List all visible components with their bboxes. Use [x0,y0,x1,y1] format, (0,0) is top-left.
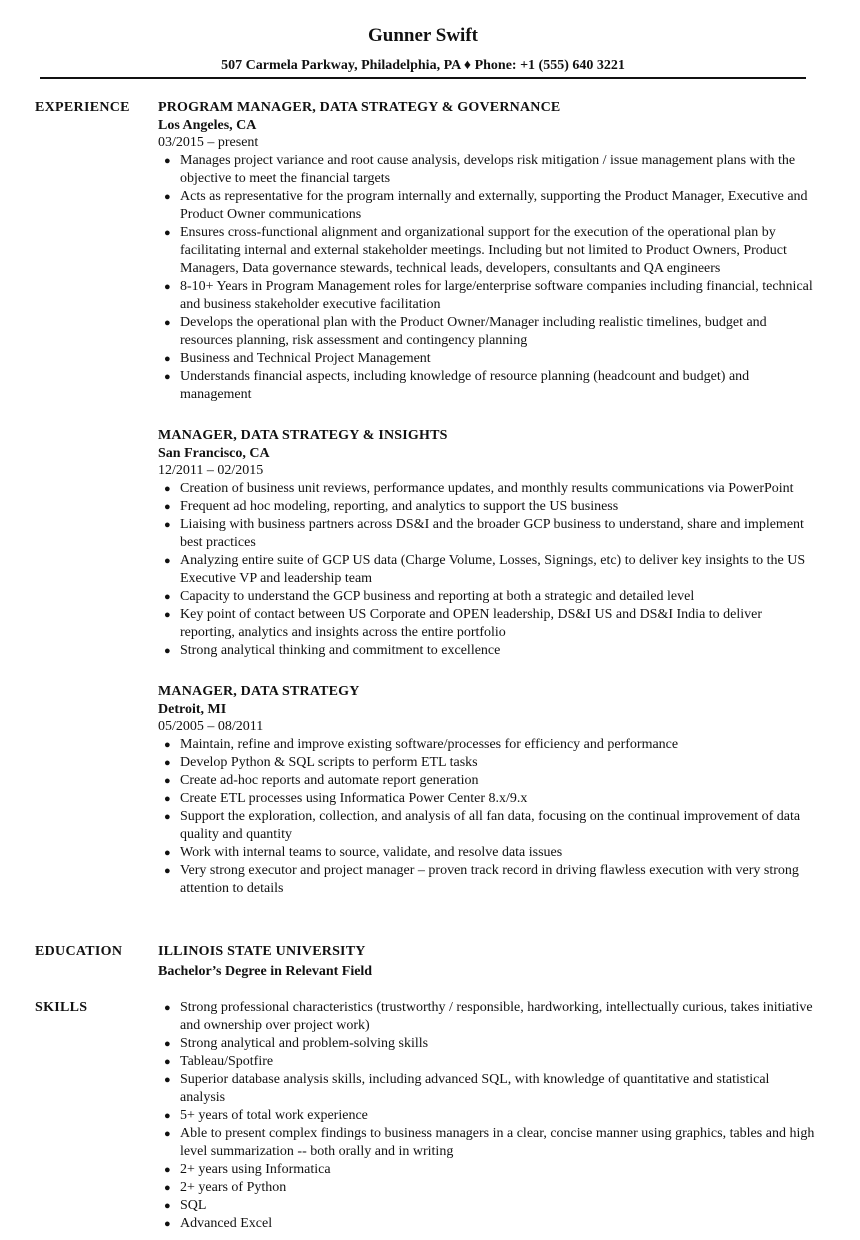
bullet-text: Frequent ad hoc modeling, reporting, and analytics to support the US business [180,499,619,514]
bullet-icon: ● [164,591,171,603]
list-item [158,314,815,350]
bullet-icon: ● [164,1074,171,1086]
skill-text: SQL [180,1198,207,1213]
bullet-text: Create ETL processes using Informatica Power Center 8.x/9.x [180,791,528,806]
bullet-icon: ● [164,775,171,787]
list-item [158,188,815,224]
list-item [158,790,815,808]
bullet-text: Work with internal teams to source, validate, and resolve data issues [180,845,563,860]
list-item [158,350,815,368]
bullet-icon: ● [164,501,171,513]
bullet-icon: ● [164,317,171,329]
section-heading-skills: SKILLS [35,1000,88,1015]
job-title: PROGRAM MANAGER, DATA STRATEGY & GOVERNANCE [158,100,561,115]
contact-line: 507 Carmela Parkway, Philadelphia, PA ♦ Phone: +1 (555) 640 3221 [221,58,625,73]
bullet-icon: ● [164,739,171,751]
job-entry [158,99,815,404]
bullet-text: Acts as representative for the program internally and externally, supporting the Product Manager, Executive and Product Owner communications [180,189,808,222]
list-item [158,516,815,552]
bullet-icon: ● [164,519,171,531]
bullet-icon: ● [164,371,171,383]
job-title: MANAGER, DATA STRATEGY [158,684,360,699]
bullet-text: Very strong executor and project manager – proven track record in driving flawless execution with very strong attention to details [180,863,799,896]
list-item [158,772,815,790]
bullet-icon: ● [164,645,171,657]
list-item [158,1125,815,1161]
bullet-text: Maintain, refine and improve existing software/processes for efficiency and performance [180,737,679,752]
experience-list [158,99,815,898]
list-item [158,1035,815,1053]
header-divider [40,77,806,79]
list-item [158,480,815,498]
bullet-icon: ● [164,757,171,769]
bullet-icon: ● [164,483,171,495]
skill-text: Strong analytical and problem-solving skills [180,1036,429,1051]
section-heading-experience: EXPERIENCE [35,100,130,115]
list-item [158,642,815,660]
bullet-icon: ● [164,191,171,203]
job-dates: 05/2005 – 08/2011 [158,719,264,734]
list-item [158,1053,815,1071]
bullet-text: Key point of contact between US Corporate and OPEN leadership, DS&I US and DS&I India to deliver reporting, analytics and insights across the entire portfolio [180,607,763,640]
bullet-icon: ● [164,555,171,567]
bullet-icon: ● [164,1002,171,1014]
list-item [158,606,815,642]
job-entry [158,683,815,898]
bullet-icon: ● [164,1182,171,1194]
list-item [158,1179,815,1197]
job-location: Los Angeles, CA [158,118,257,133]
list-item [158,844,815,862]
bullet-text: Create ad-hoc reports and automate report generation [180,773,479,788]
list-item [158,999,815,1035]
skills-list [158,999,815,1233]
skill-text: Able to present complex findings to business managers in a clear, concise manner using graphics, tables and high level summarization -- both orally and in writing [180,1126,815,1159]
bullet-text: 8-10+ Years in Program Management roles for large/enterprise software companies including financial, technical and business stakeholder executive facilitation [180,279,813,312]
bullet-icon: ● [164,1110,171,1122]
bullet-icon: ● [164,227,171,239]
bullet-text: Manages project variance and root cause analysis, develops risk mitigation / issue management plans with the objective to meet the financial targets [180,153,796,186]
bullet-icon: ● [164,865,171,877]
skills-list-wrapper [158,999,815,1233]
bullet-icon: ● [164,1200,171,1212]
bullet-icon: ● [164,1038,171,1050]
skill-text: Superior database analysis skills, including advanced SQL, with knowledge of quantitative and statistical analysis [180,1072,770,1105]
list-item [158,588,815,606]
bullet-text: Support the exploration, collection, and analysis of all fan data, focusing on the continual improvement of data quality and quantity [180,809,801,842]
job-bullets [158,152,815,404]
job-entry [158,427,815,660]
bullet-text: Develop Python & SQL scripts to perform ETL tasks [180,755,478,770]
bullet-icon: ● [164,609,171,621]
list-item [158,808,815,844]
bullet-text: Understands financial aspects, including knowledge of resource planning (headcount and budget) and management [180,369,750,402]
skill-text: 2+ years using Informatica [180,1162,331,1177]
bullet-text: Creation of business unit reviews, performance updates, and monthly results communications via PowerPoint [180,481,794,496]
list-item [158,1161,815,1179]
section-heading-education: EDUCATION [35,944,123,959]
job-dates: 03/2015 – present [158,135,259,150]
list-item [158,1107,815,1125]
list-item [158,736,815,754]
skill-text: Tableau/Spotfire [180,1054,274,1069]
degree: Bachelor’s Degree in Relevant Field [158,964,373,979]
skill-text: Advanced Excel [180,1216,273,1231]
school-name: ILLINOIS STATE UNIVERSITY [158,944,366,959]
bullet-text: Develops the operational plan with the Product Owner/Manager including realistic timelines, budget and resources planning, risk assessment and contingency planning [180,315,767,348]
list-item [158,368,815,404]
job-title: MANAGER, DATA STRATEGY & INSIGHTS [158,428,448,443]
list-item [158,224,815,278]
candidate-name: Gunner Swift [368,25,478,46]
skill-text: 5+ years of total work experience [180,1108,368,1123]
job-dates: 12/2011 – 02/2015 [158,463,264,478]
bullet-text: Business and Technical Project Management [180,351,431,366]
bullet-icon: ● [164,353,171,365]
bullet-icon: ● [164,847,171,859]
list-item [158,152,815,188]
bullet-text: Strong analytical thinking and commitment to excellence [180,643,501,658]
list-item [158,1071,815,1107]
list-item [158,552,815,588]
bullet-icon: ● [164,1056,171,1068]
bullet-icon: ● [164,155,171,167]
skill-text: 2+ years of Python [180,1180,287,1195]
list-item [158,754,815,772]
bullet-icon: ● [164,1164,171,1176]
bullet-icon: ● [164,1218,171,1230]
resume-header [40,22,806,76]
list-item [158,1215,815,1233]
bullet-text: Ensures cross-functional alignment and organizational support for the execution of the operational plan by facilitating internal and external stakeholder meetings. Including but not limited to Product Owners, Product Managers, Data governance stewards, technical leads, developers, consultants and QA engineers [180,225,787,276]
list-item [158,1197,815,1215]
bullet-icon: ● [164,1128,171,1140]
job-bullets [158,736,815,898]
bullet-icon: ● [164,281,171,293]
bullet-text: Liaising with business partners across DS&I and the broader GCP business to understand, share and implement best practices [180,517,804,550]
skill-text: Strong professional characteristics (trustworthy / responsible, hardworking, intellectually curious, takes initiative and ownership over project work) [180,1000,813,1033]
bullet-text: Capacity to understand the GCP business and reporting at both a strategic and detailed level [180,589,695,604]
education-entry [158,943,815,983]
list-item [158,862,815,898]
list-item [158,278,815,314]
bullet-icon: ● [164,811,171,823]
bullet-text: Analyzing entire suite of GCP US data (Charge Volume, Losses, Signings, etc) to deliver key insights to the US Executive VP and leadership team [180,553,806,586]
job-location: San Francisco, CA [158,446,270,461]
list-item [158,498,815,516]
bullet-icon: ● [164,793,171,805]
job-bullets [158,480,815,660]
job-location: Detroit, MI [158,702,227,717]
